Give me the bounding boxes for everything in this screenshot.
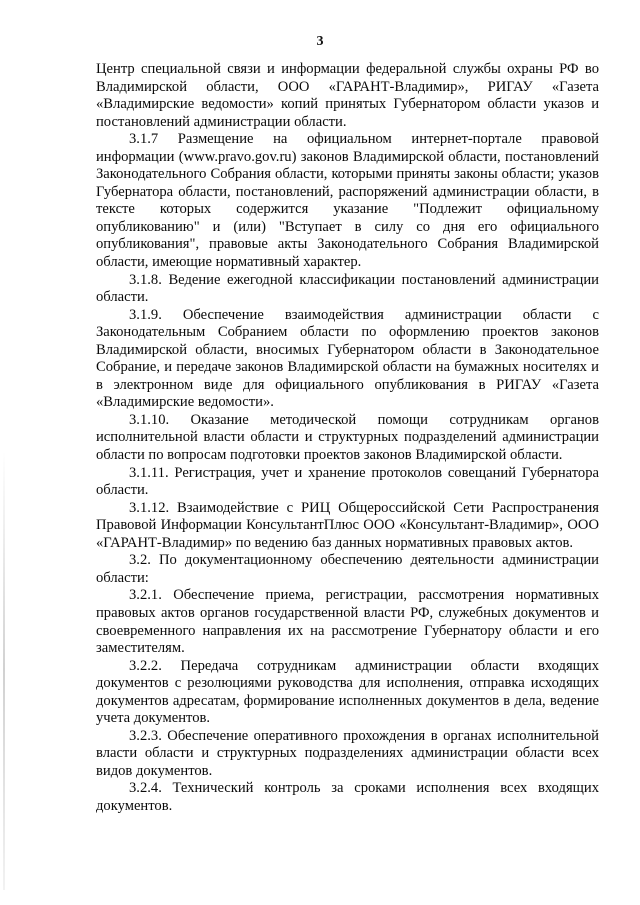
page-number: 3 [316, 34, 324, 49]
paragraph-3-1-10: 3.1.10. Оказание методической помощи сотрудникам органов исполнительной власти области и структурных подразделений администрации области по вопросам подготовки проектов законов Владимирской области. [96, 411, 599, 464]
paragraph-intro-continuation: Центр специальной связи и информации федеральной службы охраны РФ во Владимирской области, ООО «ГАРАНТ-Владимир», РИГАУ «Газета «Владимирские ведомости» копий принятых Губернатором области указов и постановлений администрации области. [96, 61, 599, 130]
scan-edge-shadow [3, 450, 5, 890]
document-body [96, 61, 599, 816]
paragraph-3-1-11: 3.1.11. Регистрация, учет и хранение протоколов совещаний Губернатора области. [96, 464, 599, 499]
paragraph-3-1-9: 3.1.9. Обеспечение взаимодействия администрации области с Законодательным Собранием области по оформлению проектов законов Владимирской области, вносимых Губернатором области в Законодательное Собрание, и передаче законов Владимирской области на бумажных носителях и в электронном виде для официального опубликования в РИГАУ «Газета «Владимирские ведомости». [96, 306, 599, 411]
paragraph-3-2-2: 3.2.2. Передача сотрудникам администрации области входящих документов с резолюциями руководства для исполнения, отправка исходящих документов адресатам, формирование исполненных документов в дела, ведение учета документов. [96, 657, 599, 727]
paragraph-3-2-3: 3.2.3. Обеспечение оперативного прохождения в органах исполнительной власти области и структурных подразделениях администрации области всех видов документов. [96, 727, 599, 779]
paragraph-3-1-8: 3.1.8. Ведение ежегодной классификации постановлений администрации области. [96, 271, 599, 306]
paragraph-3-2: 3.2. По документационному обеспечению деятельности администрации области: [96, 552, 599, 586]
paragraph-3-1-12: 3.1.12. Взаимодействие с РИЦ Общероссийской Сети Распространения Правовой Информации КонсультантПлюс ООО «Консультант-Владимир», ООО «ГАРАНТ-Владимир» по ведению баз данных нормативных правовых актов. [96, 499, 599, 551]
paragraph-3-2-4: 3.2.4. Технический контроль за сроками исполнения всех входящих документов. [96, 780, 599, 814]
paragraph-3-1-7: 3.1.7 Размещение на официальном интернет-портале правовой информации (www.pravo.gov.ru) законов Владимирской области, постановлений Законодательного Собрания области, которыми приняты законы области; указов Губернатора области, постановлений, распоряжений администрации области, в тексте которых содержится указание "Подлежит официальному опубликованию" и (или) "Вступает в силу со дня его официального опубликования", правовые акты Законодательного Собрания Владимирской области, имеющие нормативный характер. [96, 131, 599, 271]
paragraph-3-2-1: 3.2.1. Обеспечение приема, регистрации, рассмотрения нормативных правовых актов органов государственной власти РФ, служебных документов и своевременного направления их на рассмотрение Губернатору области и его заместителям. [96, 587, 599, 657]
